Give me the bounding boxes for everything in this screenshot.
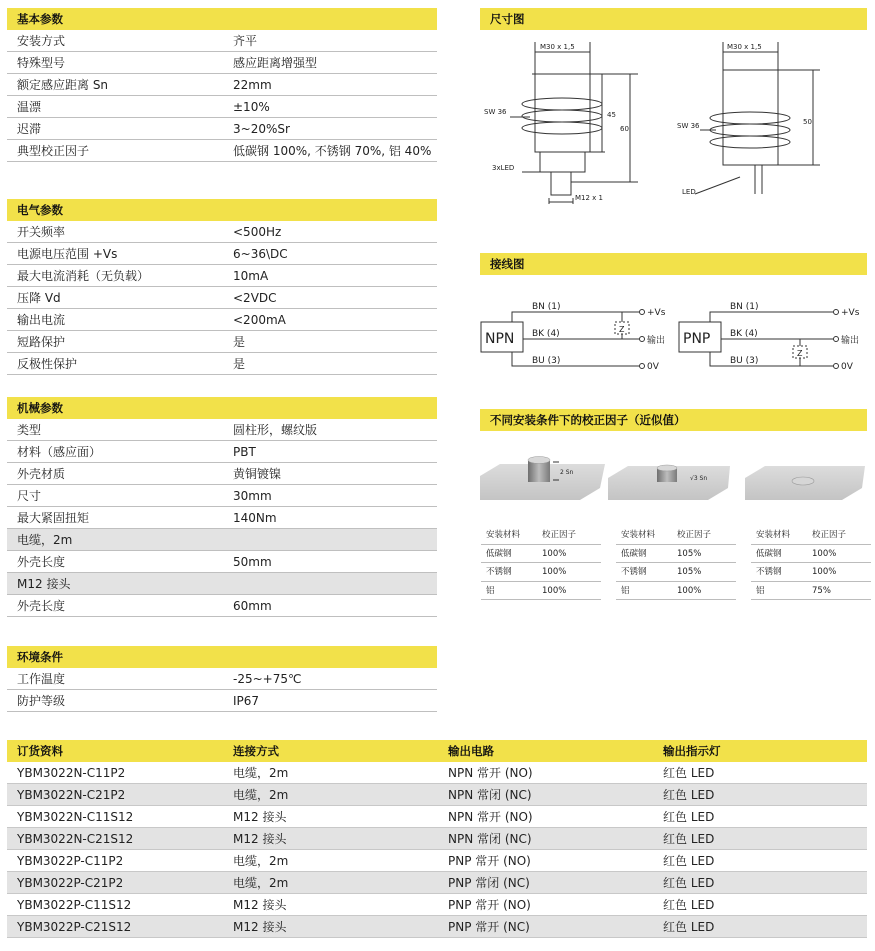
order-output: PNP 常开 (NO) <box>448 854 531 868</box>
mechanical-rows <box>7 419 437 617</box>
spec-row <box>7 668 437 690</box>
left-sw-label: SW 36 <box>484 108 507 116</box>
order-led: 红色 LED <box>663 898 715 912</box>
cf-material: 铝 <box>486 585 495 596</box>
spec-key: 压降 Vd <box>17 291 61 305</box>
right-thread-label: M30 x 1,5 <box>727 43 762 51</box>
spec-row <box>7 485 437 507</box>
spec-key: 最大电流消耗（无负载） <box>17 269 150 283</box>
spec-key: 类型 <box>17 423 42 437</box>
cf-material: 安装材料 <box>621 530 656 540</box>
order-row <box>7 784 867 806</box>
pnp-z: Z <box>797 349 803 358</box>
order-row <box>7 916 867 938</box>
cf-factor: 100% <box>542 548 567 559</box>
spec-row <box>7 573 437 595</box>
spec-value: 感应距离增强型 <box>233 56 318 70</box>
spec-key: 材料（感应面） <box>17 445 102 459</box>
spec-value: 10mA <box>233 269 269 283</box>
section-header: 机械参数 <box>7 397 437 419</box>
order-connection: M12 接头 <box>233 898 287 912</box>
spec-row <box>7 529 437 551</box>
order-connection: 电缆，2m <box>233 854 289 868</box>
cf-row <box>616 545 736 564</box>
cf-header-row <box>616 526 736 545</box>
left-led-label: 3xLED <box>492 164 515 172</box>
order-output: NPN 常开 (NO) <box>448 810 533 824</box>
order-model: YBM3022P-C11P2 <box>17 854 124 868</box>
cf-table-2 <box>616 526 736 600</box>
spec-row <box>7 243 437 265</box>
cf-row <box>616 563 736 582</box>
cf-factor: 校正因子 <box>677 530 712 540</box>
mounting-illustrations <box>480 448 867 508</box>
cf-material: 低碳钢 <box>486 548 512 559</box>
spec-row <box>7 96 437 118</box>
order-col-led: 输出指示灯 <box>663 744 721 758</box>
cf-material: 安装材料 <box>486 530 521 540</box>
order-row <box>7 850 867 872</box>
cf-material: 安装材料 <box>756 530 791 540</box>
spec-row <box>7 265 437 287</box>
dimension-drawing <box>480 32 867 212</box>
cf-row <box>481 545 601 564</box>
cf-factor: 100% <box>812 567 837 577</box>
order-connection: M12 接头 <box>233 832 287 846</box>
cf-material: 不锈钢 <box>756 567 782 577</box>
electrical-params-section <box>7 199 437 375</box>
section-header: 接线图 <box>480 253 867 275</box>
order-row <box>7 806 867 828</box>
npn-0v: 0V <box>647 362 659 372</box>
spec-row <box>7 74 437 96</box>
wiring-diagram <box>480 292 867 382</box>
npn-out: 输出 <box>647 336 666 346</box>
order-output: PNP 常开 (NC) <box>448 920 530 934</box>
order-model: YBM3022N-C11P2 <box>17 766 126 780</box>
spec-value: ±10% <box>233 100 270 114</box>
wiring-section <box>480 253 867 275</box>
spec-row <box>7 30 437 52</box>
order-col-connection: 连接方式 <box>233 744 279 758</box>
order-row <box>7 872 867 894</box>
spec-row <box>7 353 437 375</box>
order-model: YBM3022N-C21S12 <box>17 832 134 846</box>
order-led: 红色 LED <box>663 832 715 846</box>
environment-section <box>7 646 437 712</box>
spec-value: 圆柱形，螺纹版 <box>233 423 318 437</box>
left-dim-45: 45 <box>607 111 616 119</box>
cf-header-row <box>751 526 871 545</box>
cf-table-3 <box>751 526 871 600</box>
order-connection: M12 接头 <box>233 920 287 934</box>
cf-header-row <box>481 526 601 545</box>
mechanical-params-section <box>7 397 437 617</box>
cf-factor: 校正因子 <box>812 530 847 540</box>
order-row <box>7 828 867 850</box>
pnp-0v: 0V <box>841 362 853 372</box>
spec-value: <200mA <box>233 313 286 327</box>
cf-material: 铝 <box>756 585 765 596</box>
spec-value: 是 <box>233 335 246 349</box>
spec-key: 额定感应距离 Sn <box>17 78 109 92</box>
section-header: 不同安装条件下的校正因子（近似值） <box>480 409 867 431</box>
pnp-label: PNP <box>683 331 711 347</box>
spec-row <box>7 140 437 162</box>
cf-row <box>751 582 871 601</box>
order-led: 红色 LED <box>663 810 715 824</box>
spec-key: 典型校正因子 <box>17 144 90 158</box>
order-led: 红色 LED <box>663 766 715 780</box>
spec-value: -25~+75℃ <box>233 672 302 686</box>
npn-label: NPN <box>485 331 515 347</box>
order-output: PNP 常开 (NO) <box>448 898 531 912</box>
label-sqrt3sn: √3 Sn <box>690 475 708 482</box>
section-header: 电气参数 <box>7 199 437 221</box>
cf-factor: 100% <box>812 548 837 559</box>
order-row <box>7 762 867 784</box>
left-dim-60: 60 <box>620 125 629 133</box>
pnp-bu: BU (3) <box>730 356 759 366</box>
section-header: 尺寸图 <box>480 8 867 30</box>
cf-material: 不锈钢 <box>621 567 647 577</box>
spec-row <box>7 118 437 140</box>
left-conn-label: M12 x 1 <box>575 194 603 202</box>
cf-factor: 75% <box>812 585 831 596</box>
order-led: 红色 LED <box>663 876 715 890</box>
spec-key: 温漂 <box>17 100 42 114</box>
spec-value: 60mm <box>233 599 272 613</box>
order-header-row <box>7 740 867 762</box>
environment-rows <box>7 668 437 712</box>
cf-factor: 100% <box>542 567 567 577</box>
right-led-label: LED <box>682 188 696 196</box>
spec-value: 50mm <box>233 555 272 569</box>
label-2sn: 2 Sn <box>560 469 574 476</box>
cf-factor: 校正因子 <box>542 530 577 540</box>
order-output: NPN 常开 (NO) <box>448 766 533 780</box>
right-sw-label: SW 36 <box>677 122 700 130</box>
spec-row <box>7 690 437 712</box>
spec-row <box>7 287 437 309</box>
pnp-out: 输出 <box>841 336 860 346</box>
cf-factor: 100% <box>542 585 567 596</box>
cf-table-1 <box>481 526 601 600</box>
order-connection: 电缆，2m <box>233 876 289 890</box>
cf-row <box>481 582 601 601</box>
order-model: YBM3022P-C11S12 <box>17 898 132 912</box>
spec-value: <2VDC <box>233 291 277 305</box>
spec-key: 迟滞 <box>17 122 42 136</box>
order-output: NPN 常闭 (NC) <box>448 788 532 802</box>
basic-params-section <box>7 8 437 162</box>
spec-row <box>7 221 437 243</box>
spec-key: 外壳长度 <box>17 599 66 613</box>
cf-factor: 105% <box>677 567 702 577</box>
order-output: PNP 常闭 (NC) <box>448 876 530 890</box>
cf-material: 不锈钢 <box>486 567 512 577</box>
cf-factor: 100% <box>677 585 702 596</box>
order-led: 红色 LED <box>663 854 715 868</box>
npn-z: Z <box>619 325 625 334</box>
spec-value: 低碳钢 100%, 不锈钢 70%, 铝 40% <box>233 144 432 158</box>
spec-value: 6~36\DC <box>233 247 288 261</box>
section-header: 环境条件 <box>7 646 437 668</box>
cf-material: 铝 <box>621 585 630 596</box>
pnp-vs: +Vs <box>841 308 860 318</box>
npn-bk: BK (4) <box>532 329 560 339</box>
spec-key: 电缆，2m <box>17 533 73 547</box>
spec-value: IP67 <box>233 694 260 708</box>
spec-row <box>7 551 437 573</box>
order-connection: 电缆，2m <box>233 766 289 780</box>
spec-key: 特殊型号 <box>17 56 66 70</box>
spec-key: 工作温度 <box>17 672 66 686</box>
order-row <box>7 894 867 916</box>
spec-key: 外壳材质 <box>17 467 66 481</box>
spec-key: 开关频率 <box>17 225 66 239</box>
spec-row <box>7 507 437 529</box>
left-thread-label: M30 x 1,5 <box>540 43 575 51</box>
spec-row <box>7 52 437 74</box>
cf-material: 低碳钢 <box>621 548 647 559</box>
order-model: YBM3022P-C21P2 <box>17 876 124 890</box>
npn-vs: +Vs <box>647 308 666 318</box>
section-header: 基本参数 <box>7 8 437 30</box>
correction-section <box>480 409 867 431</box>
cf-material: 低碳钢 <box>756 548 782 559</box>
spec-value: 齐平 <box>233 34 258 48</box>
basic-rows <box>7 30 437 162</box>
spec-key: 输出电流 <box>17 313 66 327</box>
cf-row <box>481 563 601 582</box>
spec-key: 安装方式 <box>17 34 66 48</box>
cf-row <box>616 582 736 601</box>
spec-value: 是 <box>233 357 246 371</box>
order-output: NPN 常闭 (NC) <box>448 832 532 846</box>
order-model: YBM3022P-C21S12 <box>17 920 132 934</box>
npn-bn: BN (1) <box>532 302 561 312</box>
spec-row <box>7 309 437 331</box>
cf-row <box>751 545 871 564</box>
order-rows <box>7 762 867 938</box>
right-dim-50: 50 <box>803 118 812 126</box>
spec-key: 最大紧固扭矩 <box>17 511 90 525</box>
spec-row <box>7 441 437 463</box>
spec-key: 短路保护 <box>17 335 66 349</box>
pnp-bn: BN (1) <box>730 302 759 312</box>
spec-value: 30mm <box>233 489 272 503</box>
spec-row <box>7 331 437 353</box>
spec-value: 3~20%Sr <box>233 122 290 136</box>
order-col-output: 输出电路 <box>448 744 494 758</box>
order-model: YBM3022N-C11S12 <box>17 810 134 824</box>
spec-row <box>7 463 437 485</box>
cf-factor: 105% <box>677 548 702 559</box>
spec-key: 电源电压范围 +Vs <box>17 247 118 261</box>
npn-bu: BU (3) <box>532 356 561 366</box>
spec-key: 外壳长度 <box>17 555 66 569</box>
spec-key: M12 接头 <box>17 577 71 591</box>
order-connection: 电缆，2m <box>233 788 289 802</box>
order-led: 红色 LED <box>663 788 715 802</box>
pnp-bk: BK (4) <box>730 329 758 339</box>
order-table <box>7 740 867 938</box>
spec-row <box>7 595 437 617</box>
spec-key: 反极性保护 <box>17 357 78 371</box>
cf-row <box>751 563 871 582</box>
spec-row <box>7 419 437 441</box>
order-model: YBM3022N-C21P2 <box>17 788 126 802</box>
spec-key: 防护等级 <box>17 694 66 708</box>
spec-key: 尺寸 <box>17 489 42 503</box>
order-led: 红色 LED <box>663 920 715 934</box>
dimensions-section <box>480 8 867 30</box>
order-col-model: 订货资料 <box>17 744 63 758</box>
electrical-rows <box>7 221 437 375</box>
spec-value: 22mm <box>233 78 272 92</box>
spec-value: 140Nm <box>233 511 277 525</box>
spec-value: 黄铜镀镍 <box>233 467 282 481</box>
spec-value: <500Hz <box>233 225 282 239</box>
spec-value: PBT <box>233 445 256 459</box>
order-connection: M12 接头 <box>233 810 287 824</box>
